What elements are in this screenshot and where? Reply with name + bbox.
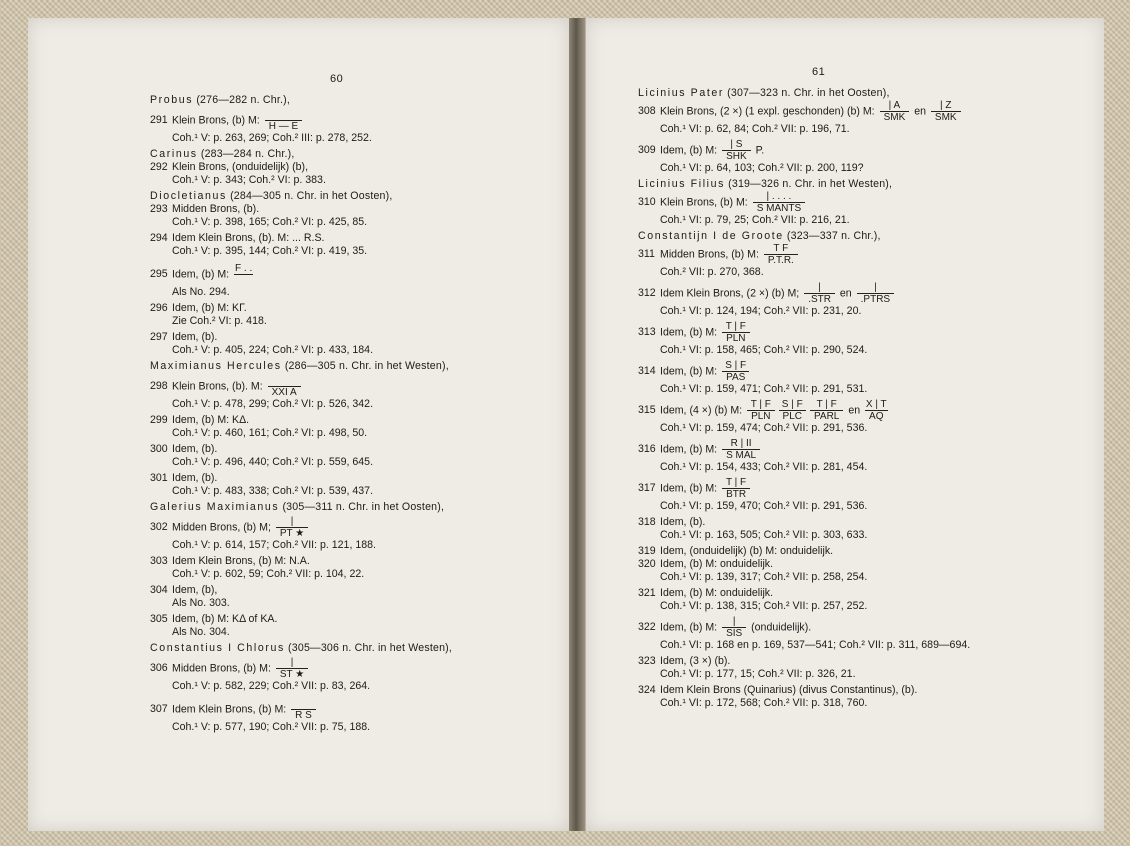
entry-description: Idem Klein Brons (Quinarius) (divus Constantinus), (b). xyxy=(660,684,918,696)
catalogue-reference: Coh.¹ VI: p. 138, 315; Coh.² VII: p. 257, 252. xyxy=(660,600,868,612)
entry-description: Idem, (b). xyxy=(172,472,218,484)
entry-description: Idem Klein Brons, (b). M: ... R.S. xyxy=(172,232,325,244)
entry-number: 304 xyxy=(150,584,168,596)
ruler-name: Licinius Filius xyxy=(638,178,725,190)
coin-entry xyxy=(638,360,1038,383)
entry-description: Idem Klein Brons, (b) M: N.A. xyxy=(172,555,310,567)
ruler-heading xyxy=(638,230,1038,243)
mint-mark-exergue: PAS xyxy=(722,371,749,383)
mint-mark-exergue xyxy=(234,274,253,286)
entry-description: Klein Brons, (2 ×) (1 expl. geschonden) (b) M: xyxy=(660,105,875,118)
coin-entry xyxy=(638,399,1038,422)
coin-entry xyxy=(638,282,1038,305)
ruler-period: (283—284 n. Chr.), xyxy=(197,148,295,160)
mint-mark-exergue: SMK xyxy=(931,111,961,123)
entry-number: 319 xyxy=(638,545,656,557)
catalogue-reference: Als No. 304. xyxy=(172,626,230,638)
entry-number: 320 xyxy=(638,558,656,570)
entry-description: Idem, (b) M: KΓ. xyxy=(172,302,247,314)
left-page-number: 60 xyxy=(330,73,344,85)
entry-number: 291 xyxy=(150,114,168,127)
entry-number: 311 xyxy=(638,248,655,261)
mint-mark xyxy=(857,282,894,305)
mint-mark xyxy=(722,321,749,344)
entry-description: Idem Klein Brons, (2 ×) (b) M; xyxy=(660,287,800,300)
entry-number: 307 xyxy=(150,703,168,716)
mint-mark-field: T | F xyxy=(725,321,746,332)
ruler-period: (323—337 n. Chr.), xyxy=(783,230,881,242)
mint-mark-exergue: BTR xyxy=(722,488,750,500)
ruler-name: Constantijn I de Groote xyxy=(638,230,784,242)
mint-mark-field: S | F xyxy=(781,399,803,410)
catalogue-reference: Coh.¹ VI: p. 79, 25; Coh.² VII: p. 216, 21. xyxy=(660,214,850,226)
spacer xyxy=(150,693,550,696)
ruler-heading xyxy=(150,642,550,655)
mint-mark-field: T | F xyxy=(816,399,837,410)
mint-mark xyxy=(234,263,253,286)
catalogue-reference: Coh.¹ V: p. 263, 269; Coh.² III: p. 278, 252. xyxy=(172,132,372,144)
ruler-name: Galerius Maximianus xyxy=(150,501,280,513)
entry-suffix: (onduidelijk). xyxy=(748,621,812,634)
catalogue-reference: Coh.¹ V: p. 478, 299; Coh.² VI: p. 526, 342. xyxy=(172,398,374,410)
entry-number: 309 xyxy=(638,144,656,157)
mint-mark-field: R | II xyxy=(730,438,752,449)
mint-mark xyxy=(722,360,749,383)
coin-entry xyxy=(638,321,1038,344)
entry-number: 294 xyxy=(150,232,168,244)
entry-number: 296 xyxy=(150,302,168,314)
entry-description: Klein Brons, (b) M: xyxy=(660,196,748,209)
entry-description: Idem, (b), xyxy=(172,584,218,596)
catalogue-reference: Coh.¹ VI: p. 62, 84; Coh.² VII: p. 196, 71. xyxy=(660,123,850,135)
catalogue-reference: Coh.¹ V: p. 496, 440; Coh.² VI: p. 559, 645. xyxy=(172,456,374,468)
coin-entry xyxy=(150,443,550,456)
coin-entry xyxy=(150,516,550,539)
entry-description: Idem, (b) M: KΔ of KA. xyxy=(172,613,278,625)
mint-mark xyxy=(722,139,751,162)
entry-number: 324 xyxy=(638,684,656,696)
coin-entry xyxy=(150,555,550,568)
mint-mark xyxy=(880,100,910,123)
entry-number: 321 xyxy=(638,587,656,599)
mint-mark-exergue: SMK xyxy=(880,111,910,123)
entry-number: 323 xyxy=(638,655,656,667)
mint-mark-exergue: PLC xyxy=(779,410,806,422)
mint-mark-exergue: .STR xyxy=(804,293,835,305)
mint-mark xyxy=(804,282,835,305)
entry-description: Idem, (b) M: xyxy=(660,443,718,456)
coin-entry xyxy=(150,657,550,680)
catalogue-reference: Coh.² VII: p. 270, 368. xyxy=(660,266,764,278)
ruler-period: (305—306 n. Chr. in het Westen), xyxy=(284,642,453,654)
mint-mark-field: T | F xyxy=(750,399,771,410)
entry-number: 318 xyxy=(638,516,656,528)
entry-suffix: P. xyxy=(752,144,765,157)
entry-description: Idem, (b) M: xyxy=(660,621,718,634)
mint-mark xyxy=(865,399,887,422)
coin-entry xyxy=(150,613,550,626)
catalogue-reference: Coh.¹ V: p. 602, 59; Coh.² VII: p. 104, 22. xyxy=(172,568,365,580)
mint-mark xyxy=(931,100,961,123)
entry-description: Idem, (b) M: xyxy=(660,144,718,157)
entry-description: Idem, (b) M: KΔ. xyxy=(172,414,250,426)
coin-entry xyxy=(150,302,550,315)
ruler-period: (319—326 n. Chr. in het Westen), xyxy=(725,178,893,190)
mint-mark-exergue: S MAL xyxy=(722,449,760,461)
spacer xyxy=(150,734,550,737)
ruler-period: (307—323 n. Chr. in het Oosten), xyxy=(724,87,890,99)
catalogue-reference: Coh.¹ VI: p. 154, 433; Coh.² VII: p. 281, 454. xyxy=(660,461,868,473)
mint-mark xyxy=(268,375,301,398)
catalogue-reference: Coh.¹ VI: p. 159, 474; Coh.² VII: p. 291, 536. xyxy=(660,422,868,434)
ruler-name: Probus xyxy=(150,94,194,106)
coin-entry xyxy=(150,263,550,286)
catalogue-reference: Coh.¹ V: p. 483, 338; Coh.² VI: p. 539, 437. xyxy=(172,485,374,497)
ruler-name: Diocletianus xyxy=(150,190,227,202)
entry-description: Idem, (b). xyxy=(172,443,218,455)
coin-entry xyxy=(150,584,550,597)
mint-mark-exergue: SIS xyxy=(722,627,746,639)
catalogue-reference: Coh.¹ VI: p. 177, 15; Coh.² VII: p. 326, 21. xyxy=(660,668,856,680)
catalogue-reference: Als No. 294. xyxy=(172,286,230,298)
coin-entry xyxy=(150,698,550,721)
catalogue-reference: Coh.¹ V: p. 398, 165; Coh.² VI: p. 425, 85. xyxy=(172,216,368,228)
mint-mark-field: | . . . . xyxy=(766,191,792,202)
entry-description: Idem, (3 ×) (b). xyxy=(660,655,731,667)
mint-mark-field: T | F xyxy=(725,477,747,488)
right-page-number: 61 xyxy=(812,66,826,78)
mint-mark xyxy=(276,657,308,680)
coin-entry xyxy=(638,243,1038,266)
conjunction: en xyxy=(845,404,864,417)
mint-mark xyxy=(291,698,316,721)
mint-mark-field: | Z xyxy=(940,100,952,111)
entry-number: 298 xyxy=(150,380,168,393)
entry-number: 292 xyxy=(150,161,168,173)
entry-description: Idem, (4 ×) (b) M: xyxy=(660,404,743,417)
ruler-heading xyxy=(638,178,1038,191)
entry-description: Idem, (b) M: xyxy=(660,326,718,339)
ruler-name: Constantius I Chlorus xyxy=(150,642,285,654)
coin-entry xyxy=(150,375,550,398)
mint-mark-field: | xyxy=(732,616,736,627)
right-page-text xyxy=(638,87,1038,713)
coin-entry xyxy=(638,587,1038,600)
entry-description: Idem, (onduidelijk) (b) M: onduidelijk. xyxy=(660,545,834,557)
mint-mark-field: | xyxy=(818,282,821,293)
entry-number: 301 xyxy=(150,472,168,484)
ruler-heading xyxy=(150,148,550,161)
entry-description: Midden Brons, (b). xyxy=(172,203,260,215)
entry-description: Midden Brons, (b) M; xyxy=(172,521,271,534)
mint-mark-exergue: PLN xyxy=(747,410,774,422)
ruler-period: (286—305 n. Chr. in het Westen), xyxy=(281,360,449,372)
mint-mark-field: F . . xyxy=(235,263,253,274)
ruler-heading xyxy=(150,360,550,373)
mint-mark-exergue: H — E xyxy=(265,120,302,132)
ruler-period: (284—305 n. Chr. in het Oosten), xyxy=(226,190,393,202)
entry-number: 306 xyxy=(150,662,168,675)
catalogue-reference: Coh.¹ V: p. 614, 157; Coh.² VII: p. 121, 188. xyxy=(172,539,376,551)
entry-number: 315 xyxy=(638,404,656,417)
ruler-heading xyxy=(638,87,1038,100)
coin-entry xyxy=(638,616,1038,639)
catalogue-reference: Als No. 303. xyxy=(172,597,230,609)
mint-mark-exergue: PLN xyxy=(722,332,749,344)
entry-description: Idem, (b). xyxy=(660,516,706,528)
catalogue-reference: Coh.¹ V: p. 395, 144; Coh.² VI: p. 419, 35. xyxy=(172,245,368,257)
catalogue-reference: Coh.¹ V: p. 460, 161; Coh.² VI: p. 498, 50. xyxy=(172,427,368,439)
mint-mark-field: | xyxy=(290,516,294,527)
entry-number: 316 xyxy=(638,443,656,456)
catalogue-reference: Coh.¹ VI: p. 168 en p. 169, 537—541; Coh.² VII: p. 311, 689—694. xyxy=(660,639,971,651)
entry-number: 310 xyxy=(638,196,656,209)
coin-entry xyxy=(638,684,1038,697)
ruler-name: Carinus xyxy=(150,148,198,160)
mint-mark-exergue: .PTRS xyxy=(857,293,894,305)
entry-description: Idem, (b). xyxy=(172,331,218,343)
entry-number: 300 xyxy=(150,443,168,455)
catalogue-reference: Coh.¹ VI: p. 159, 471; Coh.² VII: p. 291, 531. xyxy=(660,383,868,395)
mint-mark xyxy=(764,243,798,266)
entry-number: 312 xyxy=(638,287,656,300)
coin-entry xyxy=(150,472,550,485)
mint-mark-field: | S xyxy=(730,139,743,150)
entry-number: 302 xyxy=(150,521,168,534)
entry-description: Idem, (b) M: onduidelijk. xyxy=(660,587,774,599)
mint-mark-field: X | T xyxy=(865,399,887,410)
coin-entry xyxy=(638,139,1038,162)
spacer xyxy=(638,710,1038,713)
ruler-heading xyxy=(150,190,550,203)
catalogue-reference: Coh.¹ V: p. 343; Coh.² VI: p. 383. xyxy=(172,174,326,186)
conjunction: en xyxy=(911,105,929,118)
conjunction: en xyxy=(836,287,855,300)
catalogue-reference: Zie Coh.² VI: p. 418. xyxy=(172,315,267,327)
entry-description: Idem, (b) M: onduidelijk. xyxy=(660,558,774,570)
coin-entry xyxy=(638,558,1038,571)
ruler-name: Licinius Pater xyxy=(638,87,724,99)
entry-description: Klein Brons, (b). M: xyxy=(172,380,263,393)
mint-mark-exergue: SHK xyxy=(722,150,751,162)
entry-description: Idem, (b) M: xyxy=(660,365,718,378)
catalogue-reference: Coh.¹ VI: p. 163, 505; Coh.² VII: p. 303, 633. xyxy=(660,529,868,541)
entry-number: 313 xyxy=(638,326,656,339)
mint-mark-exergue: PT ★ xyxy=(276,527,308,539)
catalogue-reference: Coh.¹ VI: p. 64, 103; Coh.² VII: p. 200, 119? xyxy=(660,162,864,174)
entry-number: 297 xyxy=(150,331,168,343)
mint-mark xyxy=(753,191,805,214)
coin-entry xyxy=(638,545,1038,558)
mint-mark xyxy=(747,399,774,422)
mint-mark xyxy=(722,438,760,461)
entry-description: Idem Klein Brons, (b) M: xyxy=(172,703,287,716)
mint-mark-field xyxy=(268,375,301,386)
mint-mark xyxy=(722,477,750,500)
catalogue-reference: Coh.¹ VI: p. 159, 470; Coh.² VII: p. 291, 536. xyxy=(660,500,868,512)
mint-mark xyxy=(276,516,308,539)
coin-entry xyxy=(638,191,1038,214)
mint-mark-field: | xyxy=(290,657,294,668)
ruler-period: (276—282 n. Chr.), xyxy=(193,94,291,106)
catalogue-reference: Coh.¹ V: p. 582, 229; Coh.² VII: p. 83, 264. xyxy=(172,680,371,692)
entry-number: 308 xyxy=(638,105,656,118)
entry-description: Idem, (b) M: xyxy=(172,268,230,281)
mint-mark-exergue: R S xyxy=(291,709,316,721)
entry-number: 293 xyxy=(150,203,168,215)
mint-mark-field xyxy=(291,698,316,709)
catalogue-reference: Coh.¹ VI: p. 172, 568; Coh.² VII: p. 318, 760. xyxy=(660,697,868,709)
entry-number: 299 xyxy=(150,414,168,426)
spacer xyxy=(150,258,550,261)
mint-mark xyxy=(779,399,806,422)
catalogue-reference: Coh.¹ V: p. 577, 190; Coh.² VII: p. 75, 188. xyxy=(172,721,371,733)
mint-mark xyxy=(810,399,843,422)
ruler-period: (305—311 n. Chr. in het Oosten), xyxy=(279,501,445,513)
mint-mark-field: S | F xyxy=(725,360,747,371)
ruler-name: Maximianus Hercules xyxy=(150,360,282,372)
catalogue-reference: Coh.¹ VI: p. 124, 194; Coh.² VII: p. 231, 20. xyxy=(660,305,862,317)
ruler-heading xyxy=(150,94,550,107)
catalogue-reference: Coh.¹ VI: p. 139, 317; Coh.² VII: p. 258, 254. xyxy=(660,571,868,583)
book-gutter xyxy=(569,18,585,831)
entry-description: Midden Brons, (b) M: xyxy=(660,248,759,261)
entry-number: 305 xyxy=(150,613,168,625)
coin-entry xyxy=(150,414,550,427)
mint-mark-exergue: AQ xyxy=(865,410,887,422)
coin-entry xyxy=(638,516,1038,529)
entry-number: 295 xyxy=(150,268,168,281)
mint-mark-exergue: XXI A xyxy=(268,386,301,398)
mint-mark-exergue: PARL xyxy=(810,410,843,422)
mint-mark xyxy=(722,616,746,639)
coin-entry xyxy=(638,100,1038,123)
entry-description: Klein Brons, (onduidelijk) (b), xyxy=(172,161,309,173)
entry-number: 317 xyxy=(638,482,656,495)
coin-entry xyxy=(150,109,550,132)
coin-entry xyxy=(150,203,550,216)
mint-mark-exergue: S MANTS xyxy=(753,202,805,214)
catalogue-reference: Coh.¹ V: p. 405, 224; Coh.² VI: p. 433, 184. xyxy=(172,344,374,356)
coin-entry xyxy=(150,331,550,344)
mint-mark-field: T F xyxy=(773,243,789,254)
coin-entry xyxy=(638,477,1038,500)
catalogue-reference: Coh.¹ VI: p. 158, 465; Coh.² VII: p. 290, 524. xyxy=(660,344,868,356)
mint-mark-exergue: ST ★ xyxy=(276,668,308,680)
entry-description: Midden Brons, (b) M: xyxy=(172,662,271,675)
coin-entry xyxy=(638,438,1038,461)
coin-entry xyxy=(150,232,550,245)
mint-mark-exergue: P.T.R. xyxy=(764,254,798,266)
coin-entry xyxy=(638,655,1038,668)
ruler-heading xyxy=(150,501,550,514)
left-page-text xyxy=(150,94,550,737)
mint-mark-field: | A xyxy=(888,100,901,111)
entry-number: 303 xyxy=(150,555,168,567)
entry-number: 314 xyxy=(638,365,656,378)
entry-description: Idem, (b) M: xyxy=(660,482,718,495)
mint-mark xyxy=(265,109,302,132)
entry-description: Klein Brons, (b) M: xyxy=(172,114,260,127)
entry-number: 322 xyxy=(638,621,656,634)
mint-mark-field xyxy=(265,109,302,120)
coin-entry xyxy=(150,161,550,174)
mint-mark-field: | xyxy=(874,282,877,293)
